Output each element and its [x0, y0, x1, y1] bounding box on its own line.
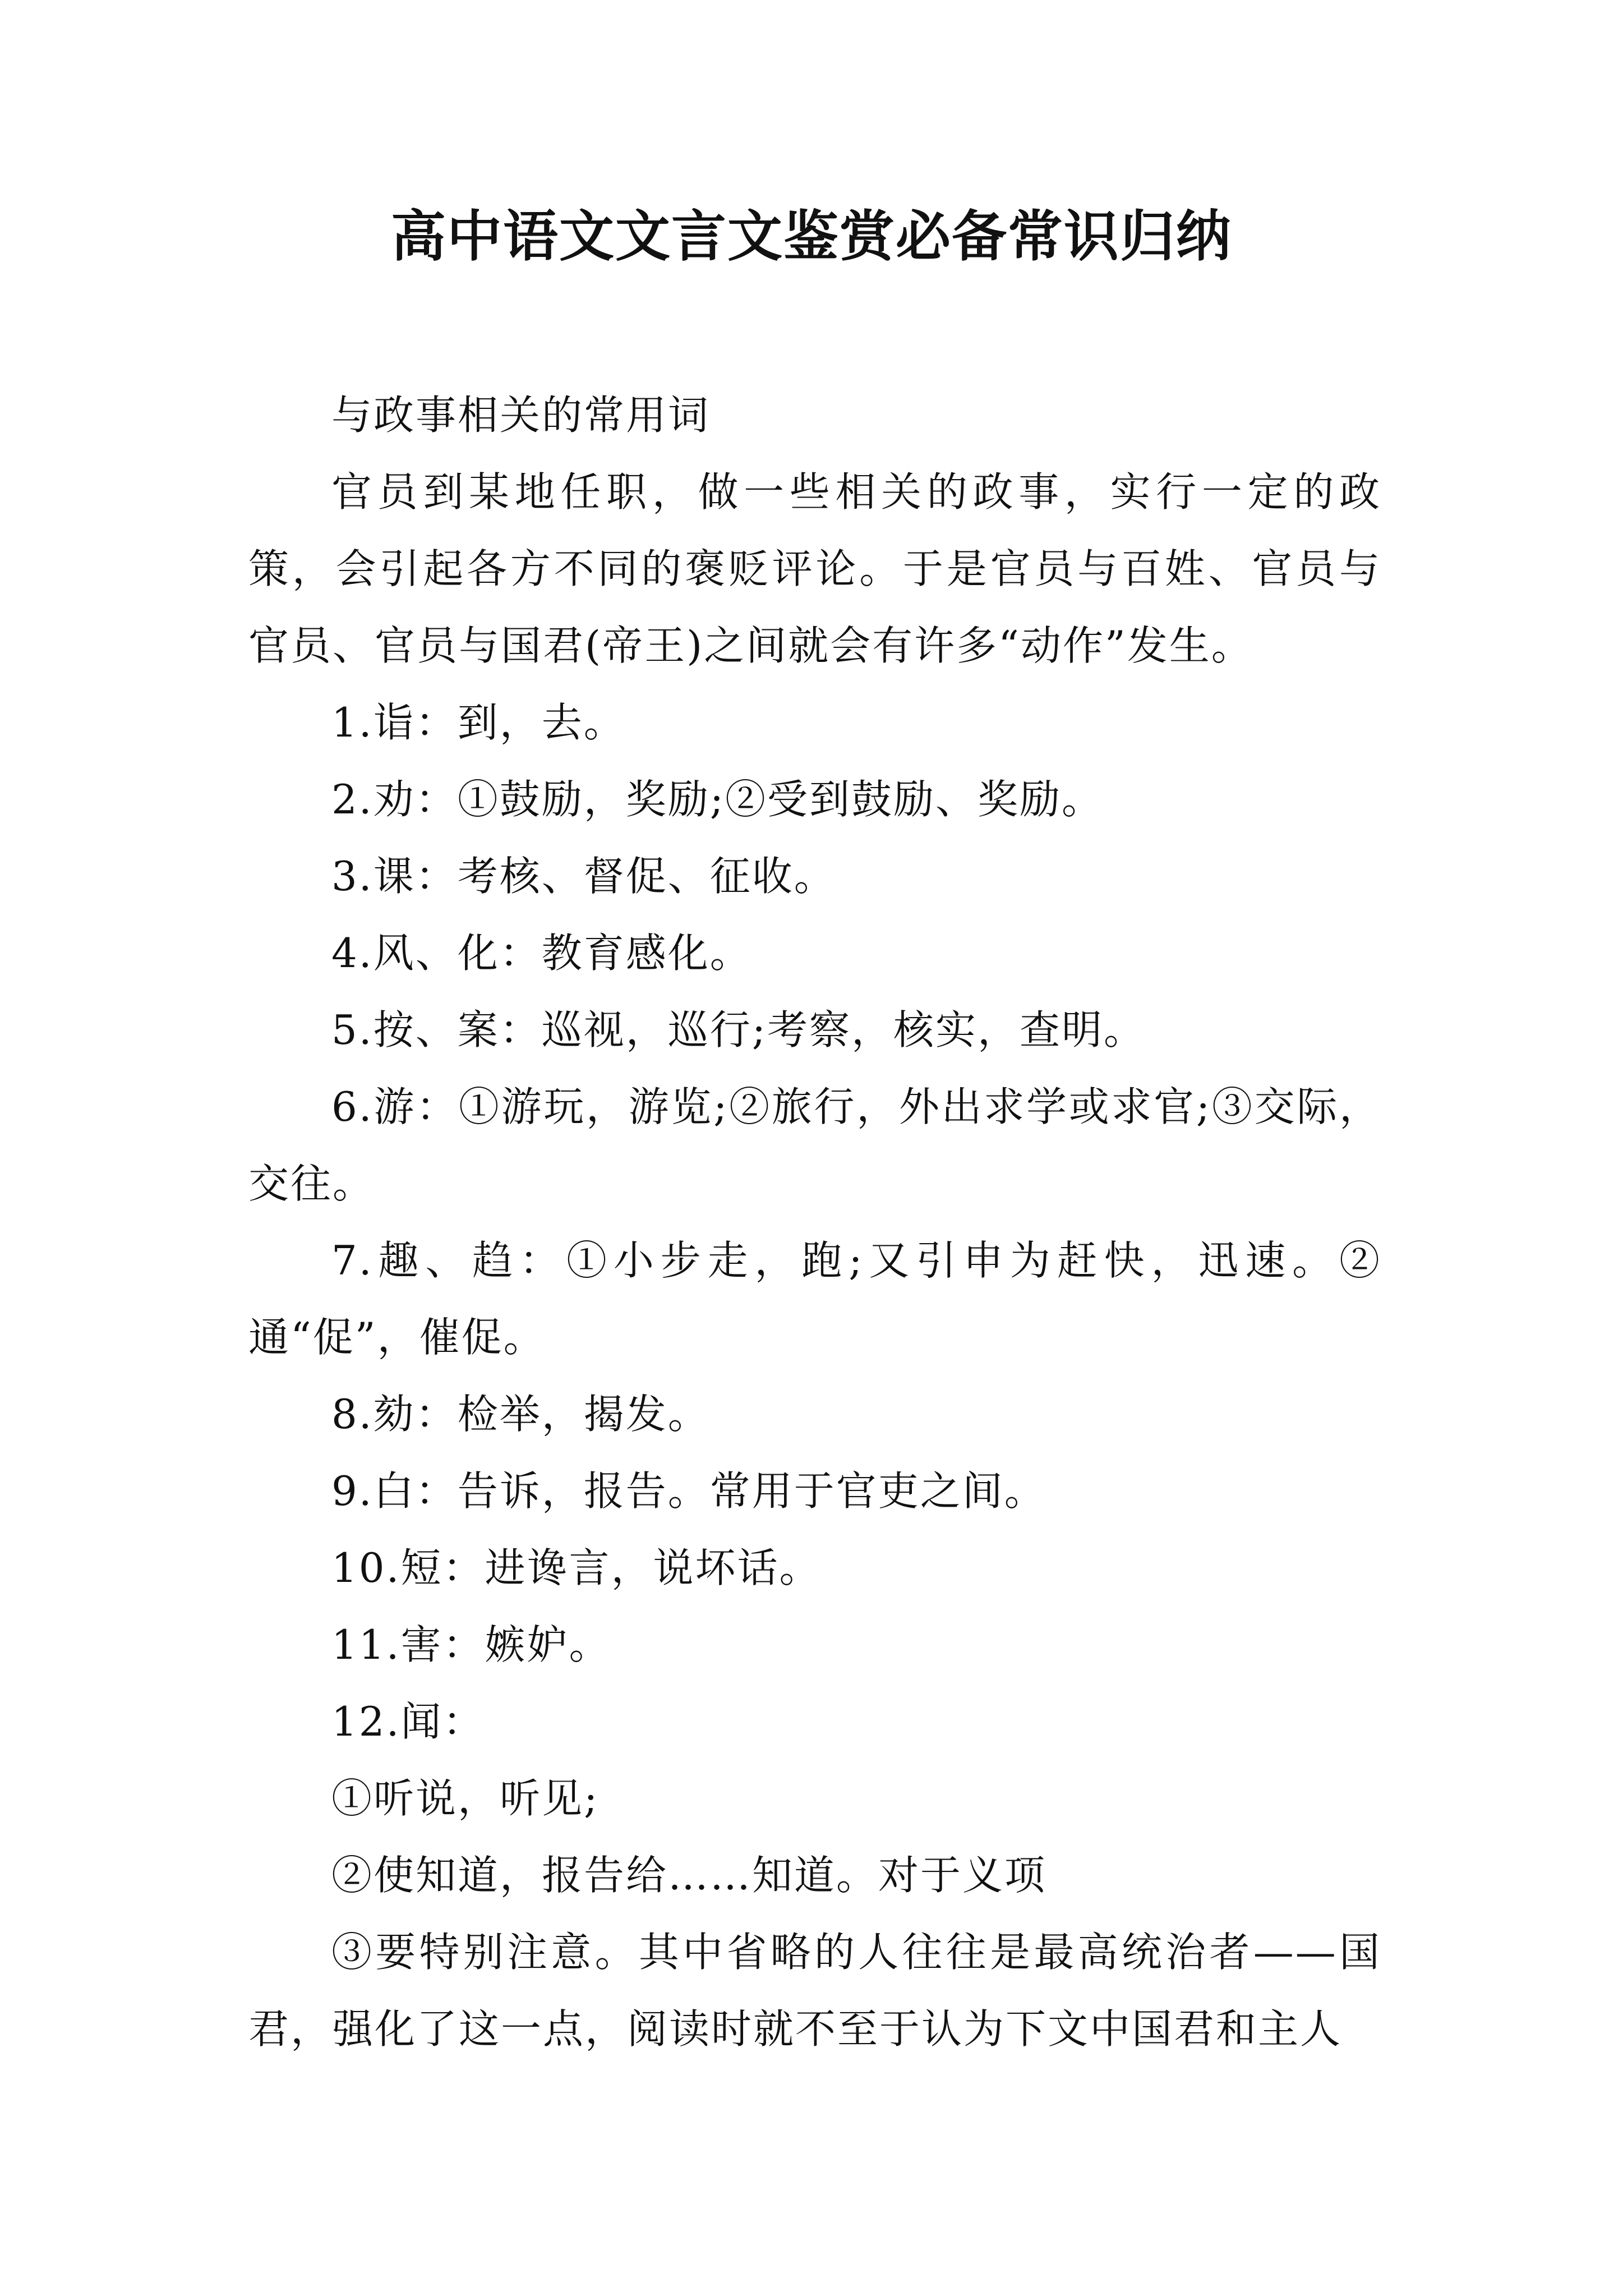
- sub-item: ③要特别注意。其中省略的人往往是最高统治者——国君，强化了这一点，阅读时就不至于认为下文中国君和主人: [248, 1929, 1381, 2053]
- sub-item: ②使知道，报告给……知道。对于义项: [331, 1852, 1047, 1899]
- sub-item: ①听说，听见;: [331, 1775, 600, 1822]
- list-item: 3.课：考核、督促、征收。: [331, 853, 836, 900]
- list-item: 11.害：嫉妒。: [331, 1621, 611, 1668]
- list-item: 6.游：①游玩，游览;②旅行，外出求学或求官;③交际，交往。: [248, 1083, 1381, 1207]
- list-item: 7.趣、趋：①小步走，跑;又引申为赶快，迅速。②通“促”，催促。: [248, 1237, 1381, 1361]
- paragraph-intro: 官员到某地任职，做一些相关的政事，实行一定的政策，会引起各方不同的褒贬评论。于是官员与百姓、官员与官员、官员与国君(帝王)之间就会有许多“动作”发生。: [248, 468, 1381, 669]
- paragraph-heading: 与政事相关的常用词: [331, 392, 711, 439]
- list-item: 10.短：进谗言，说坏话。: [331, 1544, 822, 1591]
- document-title: 高中语文文言文鉴赏必备常识归纳: [390, 204, 1232, 269]
- list-item: 12.闻：: [331, 1698, 485, 1745]
- list-item: 8.劾：检举，揭发。: [331, 1391, 710, 1438]
- document-body: [248, 377, 1381, 2068]
- list-item: 1.诣：到，去。: [331, 699, 626, 746]
- list-item: 2.劝：①鼓励，奖励;②受到鼓励、奖励。: [331, 776, 1104, 823]
- list-item: 4.风、化：教育感化。: [331, 930, 752, 977]
- list-item: 5.按、案：巡视，巡行;考察，核实，查明。: [331, 1006, 1146, 1053]
- list-item: 9.白：告诉，报告。常用于官吏之间。: [331, 1467, 1046, 1515]
